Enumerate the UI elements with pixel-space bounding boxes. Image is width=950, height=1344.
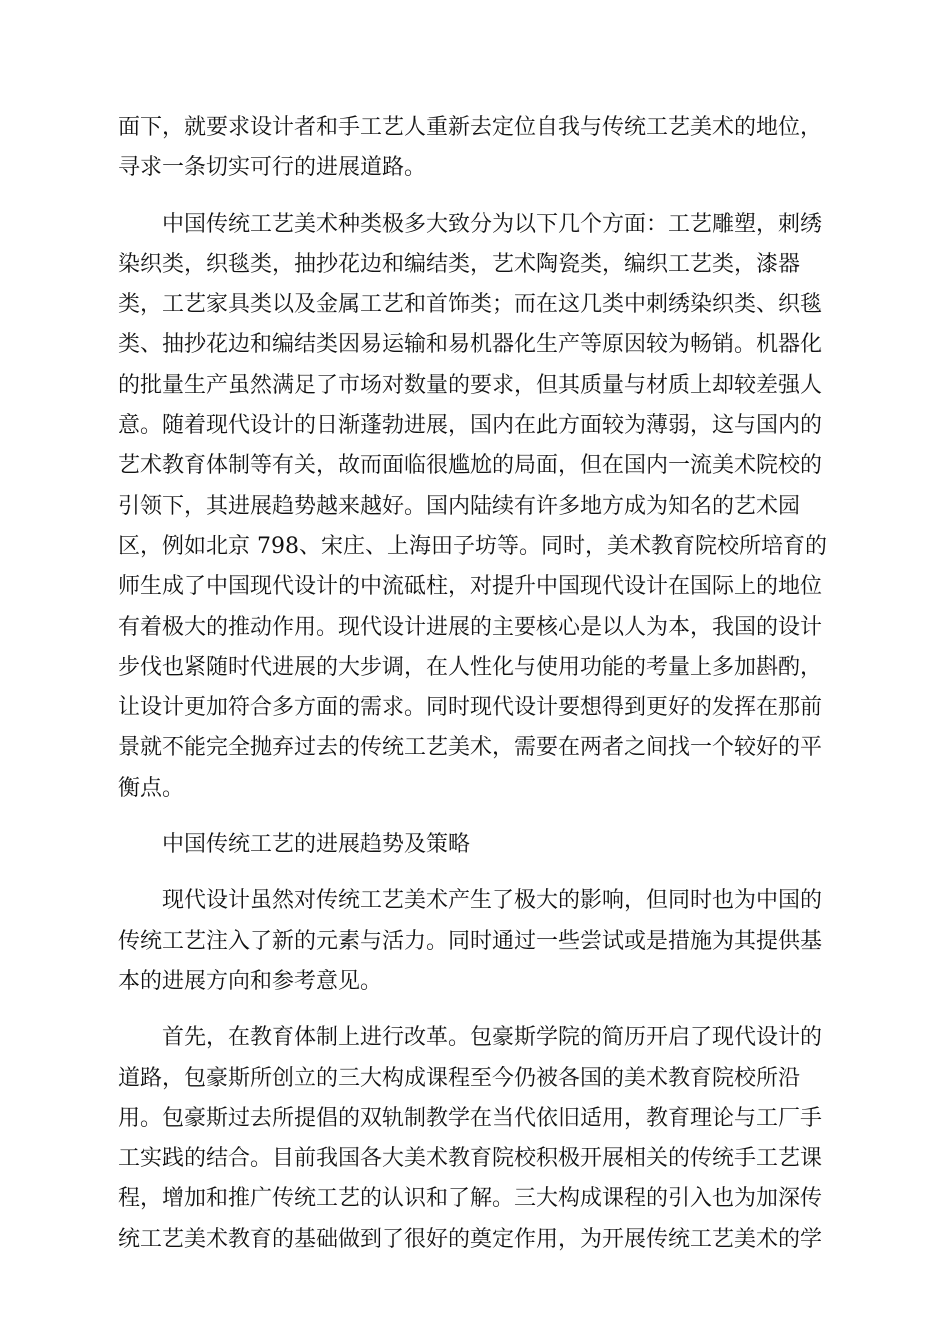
text-line: 工实践的结合。目前我国各大美术教育院校积极开展相关的传统手工艺课 [118,1146,823,1172]
paragraph-3 [118,881,834,1002]
text-line: 类，工艺家具类以及金属工艺和首饰类；而在这几类中刺绣染织类、织毯 [118,292,823,318]
text-line: 类、抽抄花边和编结类因易运输和易机器化生产等原因较为畅销。机器化 [118,332,823,358]
text-line: 步伐也紧随时代进展的大步调，在人性化与使用功能的考量上多加斟酌， [118,654,823,680]
paragraph-2 [118,205,834,809]
text-line: 寻求一条切实可行的进展道路。 [118,155,427,181]
text-line: 现代设计虽然对传统工艺美术产生了极大的影响，但同时也为中国的 [162,888,823,914]
text-line: 统工艺美术教育的基础做到了很好的奠定作用，为开展传统工艺美术的学 [118,1226,823,1252]
section-heading [118,825,834,865]
text-line: 用。包豪斯过去所提倡的双轨制教学在当代依旧适用，教育理论与工厂手 [118,1105,823,1131]
text-line: 首先，在教育体制上进行改革。包豪斯学院的简历开启了现代设计的 [162,1025,823,1051]
text-line: 道路，包豪斯所创立的三大构成课程至今仍被各国的美术教育院校所沿 [118,1065,801,1091]
paragraph-4 [118,1018,834,1260]
text-line: 引领下，其进展趋势越来越好。国内陆续有许多地方成为知名的艺术园 [118,493,801,519]
text-line: 艺术教育体制等有关，故而面临很尴尬的局面，但在国内一流美术院校的 [118,453,823,479]
text-line: 景就不能完全抛弃过去的传统工艺美术，需要在两者之间找一个较好的平 [118,735,823,761]
text-line: 染织类，织毯类，抽抄花边和编结类，艺术陶瓷类，编织工艺类，漆器 [118,251,801,277]
text-line: 面下，就要求设计者和手工艺人重新去定位自我与传统工艺美术的地位， [118,115,823,140]
text-line: 衡点。 [118,775,185,801]
document-page [118,108,834,1260]
text-line: 程，增加和推广传统工艺的认识和了解。三大构成课程的引入也为加深传 [118,1186,823,1212]
text-line: 区，例如北京 798、宋庄、上海田子坊等。同时，美术教育院校所培育的 [118,533,827,559]
text-line: 师生成了中国现代设计的中流砥柱，对提升中国现代设计在国际上的地位 [118,574,823,600]
text-line: 意。随着现代设计的日渐蓬勃进展，国内在此方面较为薄弱，这与国内的 [118,413,823,439]
text-line: 传统工艺注入了新的元素与活力。同时通过一些尝试或是措施为其提供基 [118,928,823,954]
text-line: 的批量生产虽然满足了市场对数量的要求，但其质量与材质上却较差强人 [118,372,823,398]
text-line: 本的进展方向和参考意见。 [118,968,383,994]
text-line: 中国传统工艺美术种类极多大致分为以下几个方面：工艺雕塑，刺绣 [162,211,823,237]
paragraph-1 [118,108,834,189]
heading-text: 中国传统工艺的进展趋势及策略 [162,832,471,858]
text-line: 有着极大的推动作用。现代设计进展的主要核心是以人为本，我国的设计 [118,614,823,640]
text-line: 让设计更加符合多方面的需求。同时现代设计要想得到更好的发挥在那前 [118,695,823,721]
